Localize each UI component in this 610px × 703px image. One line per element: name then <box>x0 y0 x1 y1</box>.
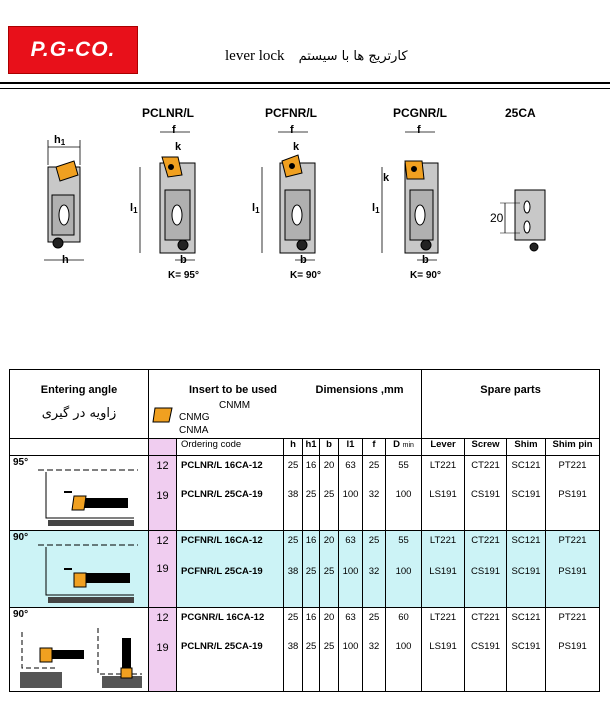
svg-text:l1: l1 <box>252 202 260 215</box>
drawing-title-pclnr: PCLNR/L <box>142 106 194 120</box>
svg-text:f: f <box>290 124 294 136</box>
entering-angle-header: Entering angle زاویه در گیری <box>10 370 149 439</box>
group-90-b: 90° 12 19 PCGNR/L 16CA-12 PCLNR/L 25CA-19 25 38 16 25 20 25 63 100 25 32 60 100 LT221 LS191 CT221 CS191 SC121 SC191 PT221 PS191 <box>10 608 600 692</box>
svg-text:b: b <box>180 254 187 266</box>
title-en: lever lock <box>225 48 285 64</box>
drawing-pcfnr <box>252 124 321 281</box>
tool-drawings <box>0 95 610 295</box>
angle-label: 95° <box>13 457 29 468</box>
drawing-title-pcfnr: PCFNR/L <box>265 106 317 120</box>
subheader-row: Ordering code h h1 b l1 f D min Lever Screw Shim Shim pin <box>10 439 600 456</box>
dimensions-header: Dimensions ,mm <box>284 370 422 439</box>
svg-text:K= 90°: K= 90° <box>290 270 321 281</box>
header-divider <box>0 82 610 84</box>
group-95: 95° 12 19 PCLNR/L 16CA-12 PCLNR/L 25CA-19 25 38 16 25 20 25 63 100 25 32 55 100 LT221 LS191 CT221 CS191 SC121 SC191 PT221 PS191 <box>10 456 600 531</box>
page-title <box>225 48 408 65</box>
spec-table <box>9 369 600 692</box>
svg-text:h: h <box>62 254 69 266</box>
drawing-title-25ca: 25CA <box>505 106 536 120</box>
drawing-title-pcgnr: PCGNR/L <box>393 106 447 120</box>
drawing-side-view <box>44 134 84 266</box>
svg-text:l1: l1 <box>372 202 380 215</box>
svg-text:K= 95°: K= 95° <box>168 270 199 281</box>
title-fa: کارتریج ها با سیستم <box>298 49 408 64</box>
setup-sketch-2 <box>34 535 144 605</box>
svg-text:k: k <box>383 172 390 184</box>
svg-text:f: f <box>172 124 176 136</box>
insert-icon <box>152 406 176 424</box>
drawing-pcgnr <box>372 124 441 281</box>
drawing-pclnr <box>130 124 199 281</box>
svg-text:h1: h1 <box>54 134 66 147</box>
company-logo <box>8 26 138 74</box>
svg-text:k: k <box>293 141 300 153</box>
svg-text:k: k <box>175 141 182 153</box>
angle-label: 90° <box>13 609 29 620</box>
svg-text:f: f <box>417 124 421 136</box>
insert-header: Insert to be used CNMM CNMG CNMA <box>149 370 284 439</box>
logo-text: P.G-CO. <box>30 38 116 61</box>
setup-sketch-1 <box>34 460 144 528</box>
spare-parts-header: Spare parts <box>422 370 600 439</box>
svg-text:K= 90°: K= 90° <box>410 270 441 281</box>
svg-text:l1: l1 <box>130 202 138 215</box>
drawing-25ca <box>490 190 545 251</box>
angle-label: 90° <box>13 532 29 543</box>
group-90-a: 90° 12 19 PCFNR/L 16CA-12 PCFNR/L 25CA-19 25 38 16 25 20 25 63 100 25 32 55 100 LT221 LS191 CT221 CS191 SC121 SC191 PT221 PS191 <box>10 531 600 608</box>
setup-sketch-3 <box>18 618 146 690</box>
header-divider-thin <box>0 88 610 89</box>
entering-angle-fa: زاویه در گیری <box>41 406 117 421</box>
svg-text:b: b <box>300 254 307 266</box>
svg-text:b: b <box>422 254 429 266</box>
svg-text:20: 20 <box>490 211 504 225</box>
